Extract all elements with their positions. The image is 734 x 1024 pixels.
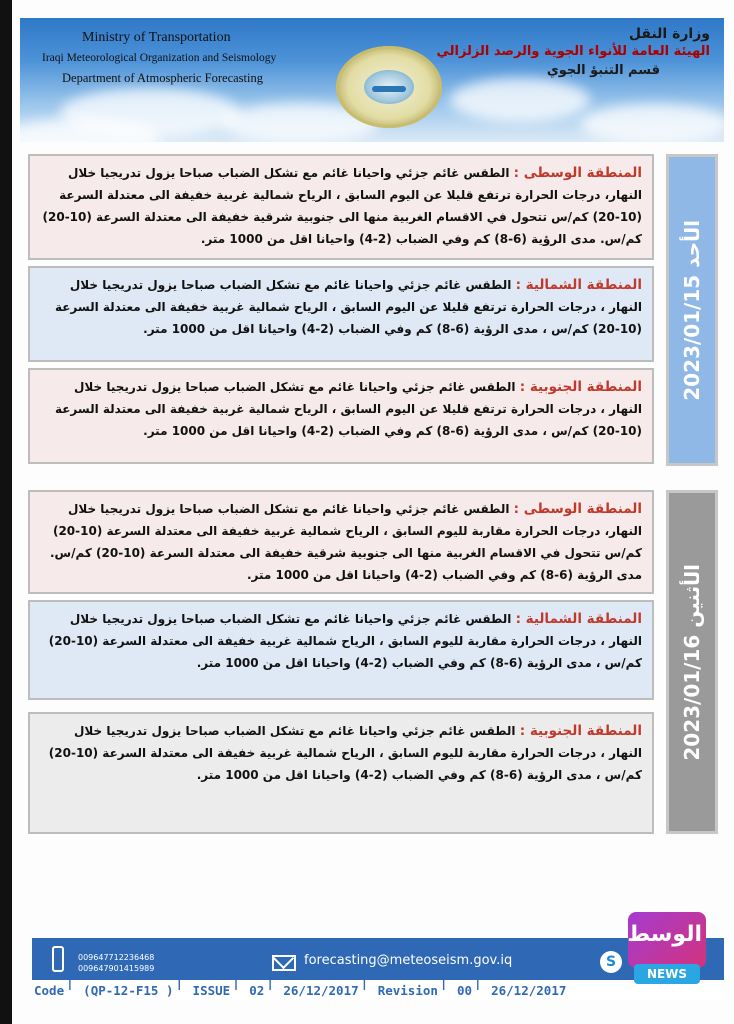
issue-value: 02 bbox=[249, 982, 265, 998]
forecast-day-2 bbox=[28, 490, 724, 834]
organization-name-ar: الهيئة العامة للأنواء الجوية والرصد الزلزالي bbox=[436, 44, 710, 59]
ministry-name-ar: وزارة النقل bbox=[628, 26, 710, 42]
date-label: الأحد 2023/01/15 bbox=[680, 219, 704, 401]
region-south-day1 bbox=[28, 368, 654, 464]
organization-name-en: Iraqi Meteorological Organization and Seismology bbox=[42, 52, 277, 64]
badge-title: الوسط bbox=[627, 922, 702, 947]
code-value: (QP-12-F15 ) bbox=[83, 982, 174, 998]
code-label: Code bbox=[34, 982, 65, 998]
left-edge-bar bbox=[0, 0, 12, 1024]
issue-label: ISSUE bbox=[192, 982, 231, 998]
news-watermark-badge bbox=[628, 912, 706, 986]
region-name: المنطقة الجنوبية : bbox=[519, 379, 642, 395]
cloud-decoration bbox=[450, 78, 590, 122]
region-forecast-text: الطقس غائم جزئي واحيانا غائم مع تشكل الضباب صباحا يزول تدريجيا خلال النهار ، درجات الحرارة ترتفع قليلا عن اليوم السابق ، الرياح شمالية غربية خفيفة الى معتدلة السرعة (10-20) كم/س ، مدى الرؤية (6-8) كم وفي الضباب (2-4) واحيانا اقل من 1000 متر. bbox=[54, 278, 642, 336]
issue-date: 26/12/2017 bbox=[283, 982, 359, 998]
department-name-en: Department of Atmospheric Forecasting bbox=[62, 71, 263, 85]
date-label: الأثنين 2023/01/16 bbox=[680, 563, 704, 761]
document-code-row: Code | (QP-12-F15 ) | ISSUE | 02 | 26/12/2017 | Revision | 00 | 26/12/2017 bbox=[32, 978, 724, 1000]
revision-label: Revision bbox=[377, 982, 438, 998]
region-south-day2 bbox=[28, 712, 654, 834]
header-arabic bbox=[436, 26, 710, 78]
region-name: المنطقة الوسطى : bbox=[513, 165, 642, 181]
badge-news-label: NEWS bbox=[634, 964, 700, 984]
phone-number: 009647712236468 bbox=[78, 953, 155, 962]
region-forecast-text: الطقس غائم جزئي واحيانا غائم مع تشكل الضباب صباحا يزول تدريجيا خلال النهار ، درجات الحرارة ترتفع قليلا عن اليوم السابق ، الرياح شمالية غربية خفيفة الى معتدلة السرعة (10-20) كم/س ، مدى الرؤية (6-8) كم وفي الضباب (2-4) واحيانا اقل من 1000 متر. bbox=[54, 380, 642, 438]
date-column-day1 bbox=[666, 154, 718, 466]
phone-icon bbox=[52, 946, 64, 972]
forecast-day-1 bbox=[28, 154, 724, 466]
revision-date: 26/12/2017 bbox=[491, 982, 567, 998]
skype-icon: S bbox=[600, 951, 622, 973]
letterhead bbox=[20, 18, 724, 142]
region-forecast-text: الطقس غائم جزئي واحيانا غائم مع تشكل الضباب صباحا يزول تدريجيا خلال النهار ، درجات الحرارة مقاربة لليوم السابق ، الرياح شمالية غربية خفيفة الى معتدلة السرعة (10-20) كم/س ، مدى الرؤية (6-8) كم وفي الضباب (2-4) واحيانا اقل من 1000 متر. bbox=[48, 612, 642, 670]
organization-logo bbox=[336, 46, 442, 128]
mail-icon bbox=[272, 955, 296, 971]
date-column-day2 bbox=[666, 490, 718, 834]
footer-phones bbox=[78, 952, 154, 974]
region-name: المنطقة الجنوبية : bbox=[519, 723, 642, 739]
revision-value: 00 bbox=[456, 982, 473, 998]
cloud-decoration bbox=[580, 104, 724, 142]
region-central-day2 bbox=[28, 490, 654, 594]
region-forecast-text: الطقس غائم جزئي واحيانا غائم مع تشكل الضباب صباحا يزول تدريجيا خلال النهار ، درجات الحرارة مقاربة لليوم السابق ، الرياح شمالية غربية خفيفة الى معتدلة السرعة (10-20) كم/س ، مدى الرؤية (6-8) كم وفي الضباب (2-4) واحيانا اقل من 1000 متر. bbox=[48, 724, 642, 782]
header-english bbox=[42, 28, 276, 88]
phone-number: 009647901415989 bbox=[78, 964, 155, 973]
ministry-name-en: Ministry of Transportation bbox=[82, 30, 231, 45]
region-north-day1 bbox=[28, 266, 654, 362]
region-forecast-text: الطقس غائم جزئي واحيانا غائم مع تشكل الضباب صباحا يزول تدريجيا خلال النهار، درجات الحرارة مقاربة لليوم السابق ، الرياح شمالية غربية خفيفة الى معتدلة السرعة (10-20) كم/س تتحول في الاقسام الغربية منها الى جنوبية شرقية خفيفة الى معتدلة السرعة (10-20) كم/س. مدى الرؤية (6-8) كم وفي الضباب (2-4) واحيانا اقل من 1000 متر. bbox=[49, 502, 642, 582]
logo-wave bbox=[372, 86, 406, 92]
department-name-ar: قسم التنبؤ الجوي bbox=[546, 63, 660, 78]
region-central-day1 bbox=[28, 154, 654, 260]
region-name: المنطقة الوسطى : bbox=[513, 501, 642, 517]
region-north-day2 bbox=[28, 600, 654, 700]
footer-email: forecasting@meteoseism.gov.iq bbox=[304, 953, 513, 968]
region-name: المنطقة الشمالية : bbox=[515, 277, 642, 293]
region-forecast-text: الطقس غائم جزئي واحيانا غائم مع تشكل الضباب صباحا يزول تدريجيا خلال النهار، درجات الحرارة ترتفع قليلا عن اليوم السابق ، الرياح شمالية غربية خفيفة الى معتدلة السرعة (10-20) كم/س تتحول في الاقسام الغربية منها الى جنوبية شرقية خفيفة الى معتدلة السرعة (10-20) كم/س. مدى الرؤية (6-8) كم وفي الضباب (2-4) واحيانا اقل من 1000 متر. bbox=[42, 166, 642, 246]
region-name: المنطقة الشمالية : bbox=[515, 611, 642, 627]
